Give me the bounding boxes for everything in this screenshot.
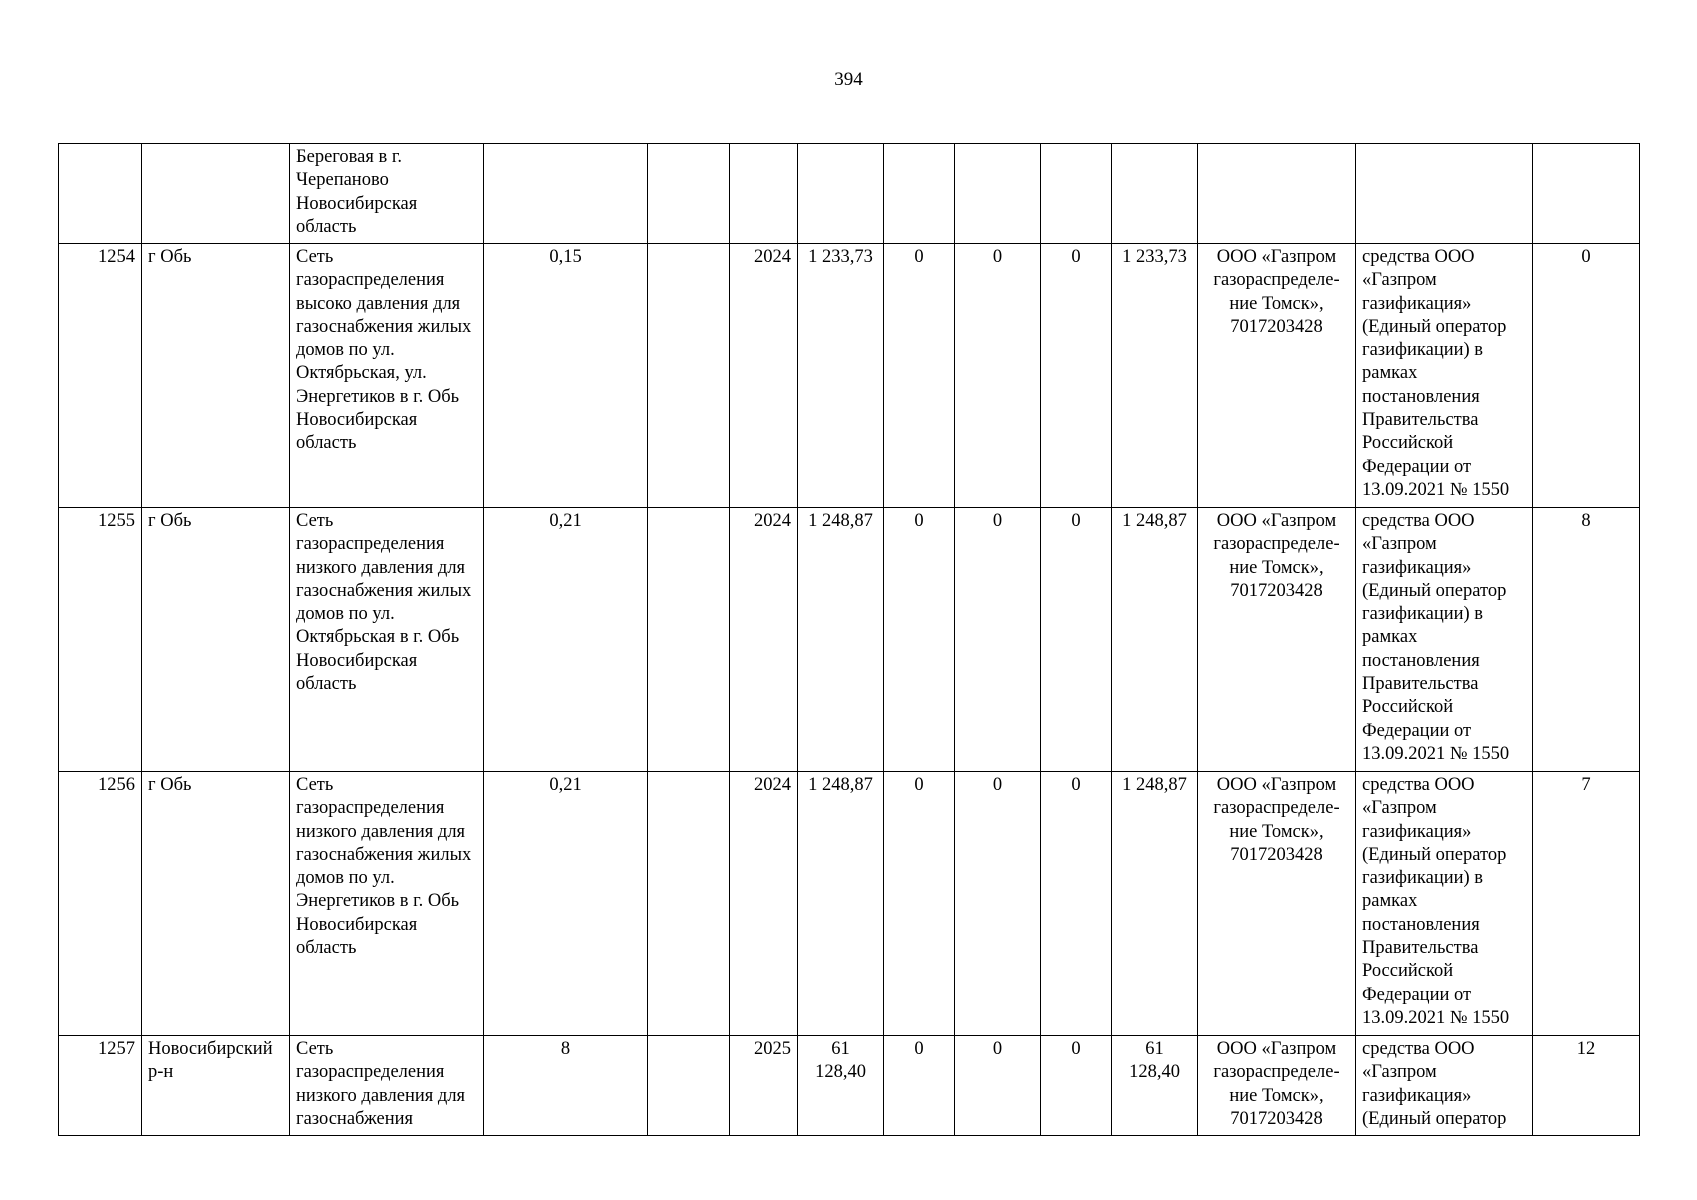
- cell-object: Сеть газораспределения низкого давления для газоснабжения жилых домов по ул. Октябрьская в г. Обь Новосибирская область: [290, 508, 484, 772]
- cell-year: 2024: [730, 772, 798, 1036]
- cell-district: г Обь: [142, 244, 290, 508]
- cell-v2: 0: [955, 1036, 1041, 1136]
- cell-district: Новосибирский р-н: [142, 1036, 290, 1136]
- cell-last: 12: [1533, 1036, 1640, 1136]
- cell-district: г Обь: [142, 772, 290, 1036]
- cell-last: 8: [1533, 508, 1640, 772]
- cell-v3: 0: [1041, 1036, 1112, 1136]
- cell-year: 2024: [730, 508, 798, 772]
- cell-v1: 0: [884, 772, 955, 1036]
- cell-org: [1198, 144, 1356, 244]
- cell-v4: [1112, 144, 1198, 244]
- cell-source: [1356, 144, 1533, 244]
- cell-last: 7: [1533, 772, 1640, 1036]
- cell-v1: 0: [884, 1036, 955, 1136]
- cell-blank: [648, 772, 730, 1036]
- cell-v3: 0: [1041, 508, 1112, 772]
- table-row: [59, 1036, 1640, 1136]
- cell-object: Сеть газораспределения низкого давления для газоснабжения: [290, 1036, 484, 1136]
- cell-total: 1 248,87: [798, 508, 884, 772]
- cell-v2: 0: [955, 508, 1041, 772]
- cell-object: Береговая в г. Черепаново Новосибирская область: [290, 144, 484, 244]
- cell-source: средства ООО «Газпром газификация» (Единый оператор газификации) в рамках постановления Правительства Российской Федерации от 13.09.2021 № 1550: [1356, 244, 1533, 508]
- cell-no: 1254: [59, 244, 142, 508]
- cell-no: [59, 144, 142, 244]
- cell-source: средства ООО «Газпром газификация» (Единый оператор: [1356, 1036, 1533, 1136]
- cell-no: 1257: [59, 1036, 142, 1136]
- cell-v2: 0: [955, 244, 1041, 508]
- table-row: [59, 244, 1640, 508]
- cell-v1: 0: [884, 508, 955, 772]
- cell-no: 1255: [59, 508, 142, 772]
- cell-v3: 0: [1041, 772, 1112, 1036]
- cell-length: 8: [484, 1036, 648, 1136]
- cell-district: г Обь: [142, 508, 290, 772]
- cell-length: [484, 144, 648, 244]
- cell-year: 2025: [730, 1036, 798, 1136]
- cell-blank: [648, 1036, 730, 1136]
- cell-blank: [648, 144, 730, 244]
- cell-source: средства ООО «Газпром газификация» (Единый оператор газификации) в рамках постановления Правительства Российской Федерации от 13.09.2021 № 1550: [1356, 772, 1533, 1036]
- cell-length: 0,21: [484, 508, 648, 772]
- cell-v4: 61 128,40: [1112, 1036, 1198, 1136]
- cell-year: [730, 144, 798, 244]
- cell-v4: 1 248,87: [1112, 772, 1198, 1036]
- cell-length: 0,15: [484, 244, 648, 508]
- cell-year: 2024: [730, 244, 798, 508]
- cell-org: ООО «Газпром газораспределе-ние Томск», 7017203428: [1198, 772, 1356, 1036]
- cell-v2: [955, 144, 1041, 244]
- cell-total: 61 128,40: [798, 1036, 884, 1136]
- cell-blank: [648, 244, 730, 508]
- cell-last: [1533, 144, 1640, 244]
- cell-v4: 1 233,73: [1112, 244, 1198, 508]
- page-number: 394: [834, 69, 863, 90]
- table-row: [59, 508, 1640, 772]
- cell-last: 0: [1533, 244, 1640, 508]
- cell-v1: 0: [884, 244, 955, 508]
- cell-length: 0,21: [484, 772, 648, 1036]
- cell-source: средства ООО «Газпром газификация» (Единый оператор газификации) в рамках постановления Правительства Российской Федерации от 13.09.2021 № 1550: [1356, 508, 1533, 772]
- cell-org: ООО «Газпром газораспределе-ние Томск», 7017203428: [1198, 244, 1356, 508]
- cell-v4: 1 248,87: [1112, 508, 1198, 772]
- cell-object: Сеть газораспределения высоко давления для газоснабжения жилых домов по ул. Октябрьская, ул. Энергетиков в г. Обь Новосибирская область: [290, 244, 484, 508]
- cell-total: [798, 144, 884, 244]
- cell-org: ООО «Газпром газораспределе-ние Томск», 7017203428: [1198, 1036, 1356, 1136]
- cell-v1: [884, 144, 955, 244]
- table-row-continuation: [59, 144, 1640, 244]
- cell-total: 1 233,73: [798, 244, 884, 508]
- registry-table: [58, 143, 1640, 1136]
- cell-blank: [648, 508, 730, 772]
- cell-district: [142, 144, 290, 244]
- cell-v3: 0: [1041, 244, 1112, 508]
- cell-total: 1 248,87: [798, 772, 884, 1036]
- cell-v2: 0: [955, 772, 1041, 1036]
- cell-object: Сеть газораспределения низкого давления для газоснабжения жилых домов по ул. Энергетиков в г. Обь Новосибирская область: [290, 772, 484, 1036]
- cell-no: 1256: [59, 772, 142, 1036]
- cell-v3: [1041, 144, 1112, 244]
- cell-org: ООО «Газпром газораспределе-ние Томск», 7017203428: [1198, 508, 1356, 772]
- table-row: [59, 772, 1640, 1036]
